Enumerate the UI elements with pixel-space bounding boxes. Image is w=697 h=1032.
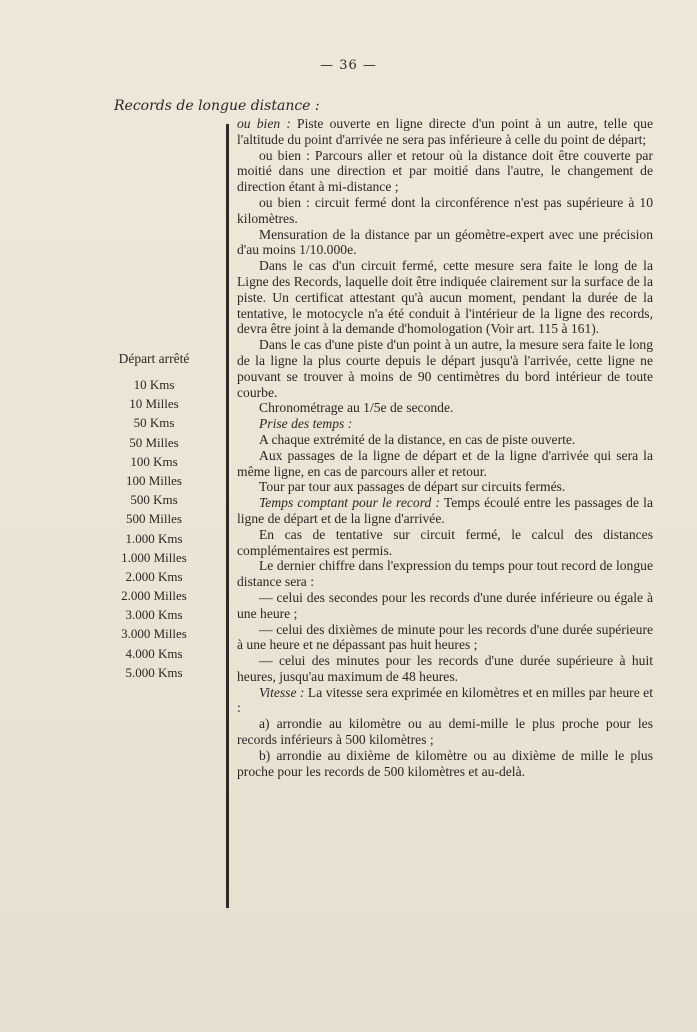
page-number: — 36 — bbox=[320, 58, 377, 73]
distance-item: 3.000 Kms bbox=[125, 607, 183, 623]
paragraph-lead: ou bien : bbox=[237, 116, 291, 131]
paragraph-text: Aux passages de la ligne de départ et de la ligne d'arrivée qui sera la même ligne, en cas de parcours aller et retour. bbox=[237, 447, 653, 479]
distance-item: 500 Kms bbox=[130, 492, 178, 508]
distance-item: 100 Kms bbox=[130, 453, 178, 469]
distance-item: 2.000 Milles bbox=[121, 588, 187, 604]
paragraph bbox=[237, 495, 653, 527]
paragraph bbox=[237, 116, 653, 148]
paragraph bbox=[237, 258, 653, 337]
distance-list bbox=[100, 349, 208, 682]
paragraph bbox=[237, 227, 653, 259]
paragraph-text: Chronométrage au 1/5e de seconde. bbox=[259, 400, 454, 416]
paragraph bbox=[237, 432, 653, 448]
paragraph bbox=[237, 716, 653, 748]
paragraph bbox=[237, 685, 653, 717]
paragraph-lead: Prise des temps : bbox=[259, 416, 353, 432]
paragraph-text: — celui des minutes pour les records d'une durée supérieure à huit heures, jusqu'au maximum de 48 heures. bbox=[237, 653, 653, 684]
paragraph bbox=[237, 148, 653, 195]
vertical-rule bbox=[226, 124, 229, 908]
paragraph bbox=[237, 479, 653, 495]
paragraph-text: Mensuration de la distance par un géomètre-expert avec une précision d'au moins 1/10.000e. bbox=[237, 226, 653, 258]
paragraph-text: — celui des secondes pour les records d'une durée inférieure ou égale à une heure ; bbox=[237, 589, 653, 621]
distance-list-heading: Départ arrêté bbox=[118, 351, 190, 366]
distance-item: 10 Kms bbox=[133, 377, 175, 392]
paragraph-text: La vitesse sera exprimée en kilomètres et en milles par heure et : bbox=[237, 684, 653, 716]
distance-item: 2.000 Kms bbox=[125, 568, 183, 584]
paragraph-text: Le dernier chiffre dans l'expression du temps pour tout record de longue distance sera : bbox=[237, 558, 653, 590]
distance-item: 1.000 Kms bbox=[125, 530, 183, 546]
paragraph-text: Tour par tour aux passages de départ sur circuits fermés. bbox=[259, 479, 566, 495]
rules-text bbox=[237, 116, 653, 779]
paragraph-text: Dans le cas d'une piste d'un point à un autre, la mesure sera faite le long de la ligne la plus courte depuis le départ jusqu'à l'arrivée, cette ligne ne pouvant se trouver à moins de 90 centimètres du bord intérieur de toute courbe. bbox=[237, 337, 653, 400]
paragraph bbox=[237, 337, 653, 400]
paragraph-lead: Vitesse : bbox=[259, 684, 305, 700]
distance-item: 50 Milles bbox=[129, 434, 179, 450]
paragraph bbox=[237, 448, 653, 480]
paragraph-text: En cas de tentative sur circuit fermé, le calcul des distances complémentaires est permis. bbox=[237, 526, 653, 558]
paragraph bbox=[237, 590, 653, 622]
paragraph-lead: Temps comptant pour le record : bbox=[259, 495, 440, 511]
paragraph bbox=[237, 400, 653, 416]
paragraph bbox=[237, 416, 653, 432]
paragraph-text: Temps écoulé entre les passages de la ligne de départ et de la ligne d'arrivée. bbox=[237, 495, 653, 526]
paragraph bbox=[237, 558, 653, 590]
paragraph-text: ou bien : circuit fermé dont la circonférence n'est pas supérieure à 10 kilomètres. bbox=[237, 194, 653, 226]
paragraph bbox=[237, 748, 653, 780]
distance-item: 500 Milles bbox=[126, 511, 182, 527]
paragraph-text: a) arrondie au kilomètre ou au demi-mille le plus proche pour les records inférieurs à 500 kilomètres ; bbox=[237, 716, 653, 748]
paragraph bbox=[237, 195, 653, 227]
distance-item: 4.000 Kms bbox=[125, 645, 183, 661]
paragraph-text: b) arrondie au dixième de kilomètre ou au dixième de mille le plus proche pour les records de 500 kilomètres et au-delà. bbox=[237, 747, 653, 779]
distance-item: 5.000 Kms bbox=[125, 664, 183, 680]
section-title: Records de longue distance : bbox=[114, 98, 320, 114]
paragraph bbox=[237, 653, 653, 685]
distance-item: 100 Milles bbox=[126, 472, 182, 488]
paragraph-text: Piste ouverte en ligne directe d'un point à un autre, telle que l'altitude du point d'arrivée ne sera pas inférieure à celle du point de départ; bbox=[237, 116, 653, 147]
paragraph-text: A chaque extrémité de la distance, en cas de piste ouverte. bbox=[259, 431, 576, 447]
paragraph-text: Dans le cas d'un circuit fermé, cette mesure sera faite le long de la Ligne des Records, laquelle doit être indiquée clairement sur la surface de la piste. Un certificat attestant qu'à aucun moment, pendant la durée de la tentative, le motocycle n'a été conduit à l'intérieur de la ligne des records, devra être joint à la demande d'homologation (Voir art. 115 à 161). bbox=[237, 258, 653, 337]
distance-item: 50 Kms bbox=[133, 415, 175, 431]
distance-item: 3.000 Milles bbox=[121, 626, 187, 642]
distance-item: 1.000 Milles bbox=[121, 549, 187, 565]
distance-item: 10 Milles bbox=[129, 396, 179, 412]
paragraph-text: — celui des dixièmes de minute pour les records d'une durée supérieure à une heure et ne dépassant pas huit heures ; bbox=[237, 621, 653, 653]
paragraph bbox=[237, 622, 653, 654]
paragraph-text: ou bien : Parcours aller et retour où la distance doit être couverte par moitié dans une direction et par moitié dans l'autre, le changement de direction étant à mi-distance ; bbox=[237, 147, 653, 195]
paragraph bbox=[237, 527, 653, 559]
